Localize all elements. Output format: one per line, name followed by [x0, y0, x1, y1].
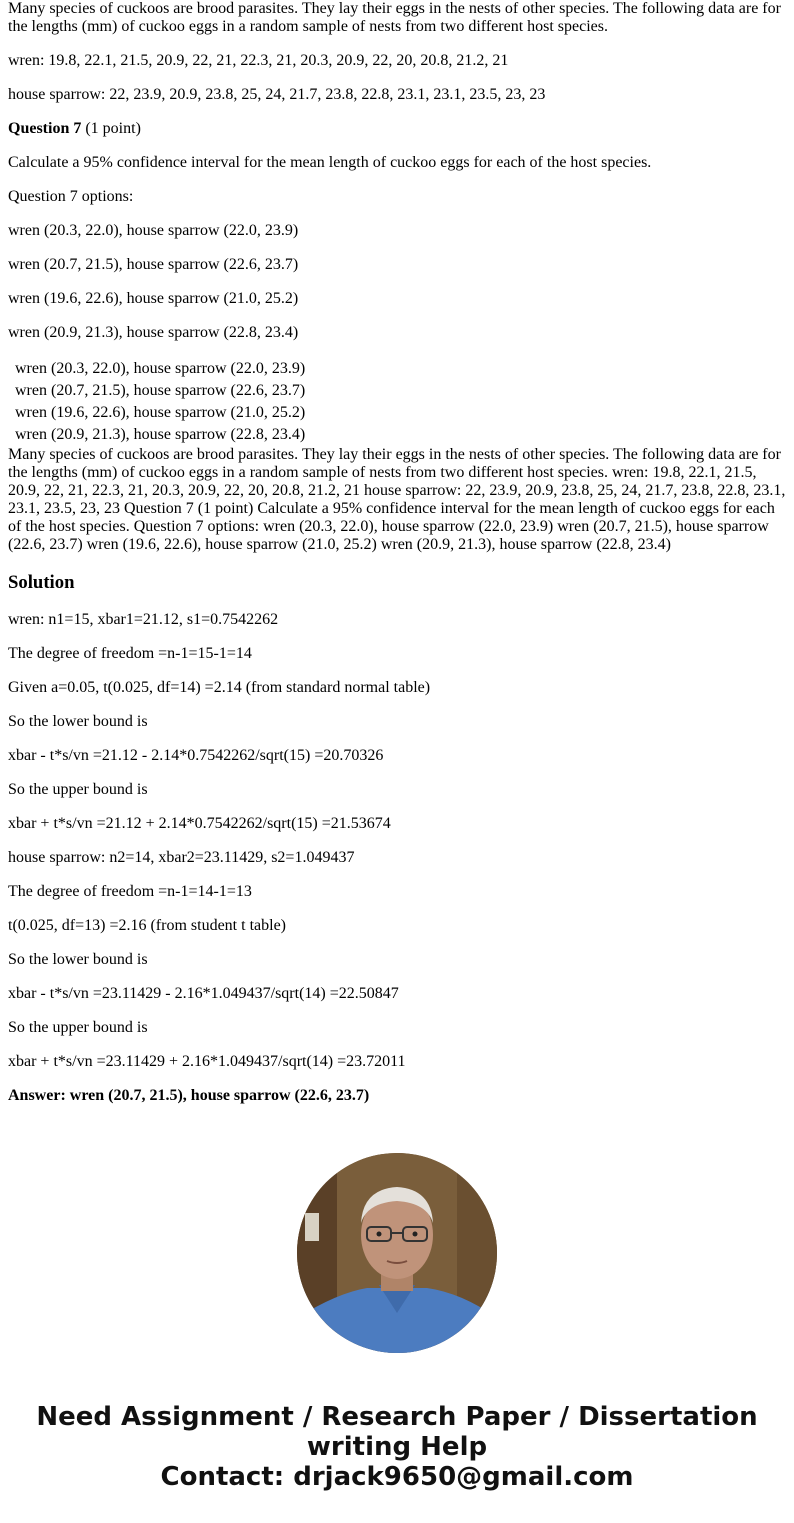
- solution-line: house sparrow: n2=14, xbar2=23.11429, s2=1.049437: [8, 849, 355, 866]
- solution-line: t(0.025, df=13) =2.16 (from student t table): [8, 917, 286, 934]
- solution-line: So the lower bound is: [8, 951, 148, 968]
- solution-line: xbar + t*s/vn =23.11429 + 2.16*1.049437/sqrt(14) =23.72011: [8, 1053, 406, 1070]
- solution-line: So the upper bound is: [8, 1019, 148, 1036]
- solution-answer: Answer: wren (20.7, 21.5), house sparrow (22.6, 23.7): [8, 1087, 370, 1104]
- avatar-photo: [297, 1153, 497, 1353]
- question-header: [8, 120, 786, 138]
- promo-line-2: writing Help: [306, 1432, 488, 1462]
- option-text-3: wren (19.6, 22.6), house sparrow (21.0, 25.2): [8, 290, 299, 307]
- solution-line: xbar - t*s/vn =23.11429 - 2.16*1.049437/sqrt(14) =22.50847: [8, 985, 399, 1002]
- option-text-1: wren (20.3, 22.0), house sparrow (22.0, 23.9): [8, 222, 299, 239]
- question-prompt: Calculate a 95% confidence interval for the mean length of cuckoo eggs for each of the host species.: [8, 154, 652, 171]
- option-text-2: wren (20.7, 21.5), house sparrow (22.6, 23.7): [8, 256, 299, 273]
- promo-contact: Contact: drjack9650@gmail.com: [160, 1462, 634, 1492]
- question-summary: Many species of cuckoos are brood parasites. They lay their eggs in the nests of other species. The following data are for the lengths (mm) of cuckoo eggs in a random sample of nests from two different host species. wren: 19.8, 22.1, 21.5, 20.9, 22, 21, 22.3, 21, 20.3, 20.9, 22, 20, 20.8, 21.2, 21 house sparrow: 22, 23.9, 20.9, 23.8, 25, 24, 21.7, 23.8, 22.8, 23.1, 23.1, 23.5, 23, 23 Question 7 (1 point) Calculate a 95% confidence interval for the mean length of cuckoo eggs for each of the host species. Question 7 options: wren (20.3, 22.0), house sparrow (22.0, 23.9) wren (20.7, 21.5), house sparrow (22.6, 23.7) wren (19.6, 22.6), house sparrow (21.0, 25.2) wren (20.9, 21.3), house sparrow (22.8, 23.4): [8, 446, 786, 553]
- promo-banner: [0, 1402, 794, 1492]
- option-item[interactable]: [15, 402, 786, 424]
- solution-line: The degree of freedom =n-1=14-1=13: [8, 883, 252, 900]
- solution-line: Given a=0.05, t(0.025, df=14) =2.14 (from standard normal table): [8, 679, 431, 696]
- solution-line: wren: n1=15, xbar1=21.12, s1=0.7542262: [8, 611, 279, 628]
- document-body: [8, 0, 786, 1121]
- promo-line-1: Need Assignment / Research Paper / Dissertation: [36, 1402, 758, 1432]
- solution-line: xbar + t*s/vn =21.12 + 2.14*0.7542262/sqrt(15) =21.53674: [8, 815, 391, 832]
- avatar-illustration: [297, 1153, 497, 1353]
- option-label: wren (20.3, 22.0), house sparrow (22.0, 23.9): [15, 360, 306, 377]
- solution-heading: Solution: [8, 572, 75, 593]
- sparrow-data: house sparrow: 22, 23.9, 20.9, 23.8, 25, 24, 21.7, 23.8, 22.8, 23.1, 23.1, 23.5, 23, 23: [8, 86, 546, 103]
- option-item[interactable]: [15, 358, 786, 380]
- options-list: [15, 358, 786, 446]
- option-label: wren (19.6, 22.6), house sparrow (21.0, 25.2): [15, 404, 306, 421]
- option-label: wren (20.7, 21.5), house sparrow (22.6, 23.7): [15, 382, 306, 399]
- solution-line: So the upper bound is: [8, 781, 148, 798]
- option-text-4: wren (20.9, 21.3), house sparrow (22.8, 23.4): [8, 324, 299, 341]
- wren-data: wren: 19.8, 22.1, 21.5, 20.9, 22, 21, 22.3, 21, 20.3, 20.9, 22, 20, 20.8, 21.2, 21: [8, 52, 509, 69]
- solution-line: xbar - t*s/vn =21.12 - 2.14*0.7542262/sqrt(15) =20.70326: [8, 747, 384, 764]
- solution-line: So the lower bound is: [8, 713, 148, 730]
- question-intro: Many species of cuckoos are brood parasites. They lay their eggs in the nests of other species. The following data are for the lengths (mm) of cuckoo eggs in a random sample of nests from two different host species.: [8, 0, 781, 35]
- question-label: Question 7: [8, 120, 82, 137]
- question-points: (1 point): [81, 120, 141, 137]
- option-item[interactable]: [15, 380, 786, 402]
- solution-line: The degree of freedom =n-1=15-1=14: [8, 645, 252, 662]
- options-heading: Question 7 options:: [8, 188, 134, 205]
- option-item[interactable]: [15, 424, 786, 446]
- option-label: wren (20.9, 21.3), house sparrow (22.8, 23.4): [15, 426, 306, 443]
- author-avatar: [297, 1153, 497, 1353]
